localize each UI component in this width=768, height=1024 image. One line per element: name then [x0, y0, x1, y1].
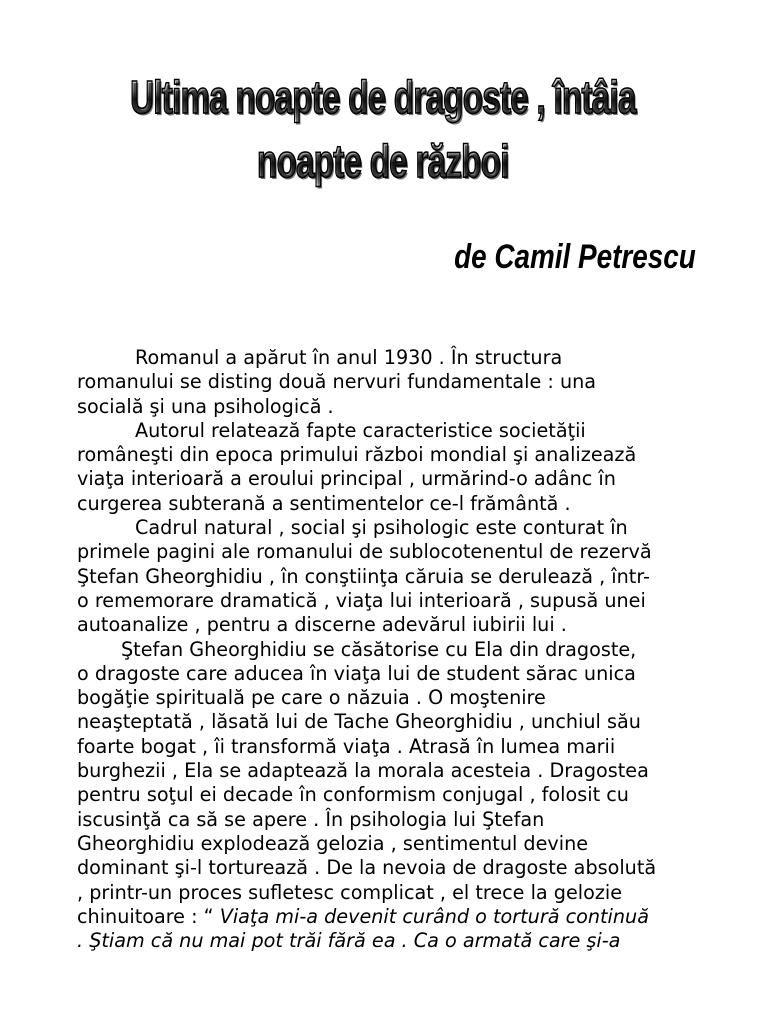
- paragraph-line: o dragoste care aducea în viaţa lui de student sărac unica: [77, 661, 636, 685]
- quote-text: Viaţa mi-a devenit curând o tortură continuă: [219, 904, 649, 928]
- paragraph-line: curgerea subterană a sentimentelor ce-l frământă .: [77, 491, 571, 515]
- document-title-line-1: Ultima noapte de dragoste , întâia: [106, 74, 659, 120]
- paragraph-line: iscusinţă ca să se apere . În psihologia lui Ştefan: [77, 807, 545, 831]
- paragraph-line: Ştefan Gheorghidiu se căsătorise cu Ela din dragoste,: [121, 637, 637, 661]
- paragraph-line: Gheorghidiu explodează gelozia , sentimentul devine: [77, 831, 589, 855]
- document-title-line-2: noapte de război: [106, 138, 659, 184]
- paragraph-line: pentru soţul ei decade în conformism conjugal , folosit cu: [77, 783, 629, 807]
- paragraph-line: Cadrul natural , social şi psihologic este conturat în: [135, 516, 628, 540]
- quote-intro-text: chinuitoare : “: [77, 904, 220, 928]
- paragraph-line: [77, 905, 701, 929]
- paragraph-line: o rememorare dramatică , viaţa lui interioară , supusă unei: [77, 588, 646, 612]
- paragraph-line: neaşteptată , lăsată lui de Tache Gheorghidiu , unchiul său: [77, 710, 641, 734]
- paragraph-line: Ştefan Gheorghidiu , în conştiinţa căruia se derulează , într-: [77, 564, 650, 588]
- paragraph-line: socială şi una psihologică .: [77, 394, 334, 418]
- paragraph-line: viaţa interioară a eroului principal , urmărind-o adânc în: [77, 467, 616, 491]
- paragraph-line: bogăţie spirituală pe care o năzuia . O moştenire: [77, 686, 546, 710]
- paragraph-line: burghezii , Ela se adaptează la morala acesteia . Dragostea: [77, 759, 649, 783]
- quote-text-continued: . Ştiam că nu mai pot trăi fără ea . Ca o armată care şi-a: [77, 929, 621, 953]
- paragraph-line: autoanalize , pentru a discerne adevărul iubirii lui .: [77, 613, 567, 637]
- paragraph-line: , printr-un proces sufletesc complicat , el trece la gelozie: [77, 880, 623, 904]
- paragraph-line: Romanul a apărut în anul 1930 . În structura: [135, 346, 563, 369]
- paragraph-line: româneşti din epoca primului război mondial şi analizează: [77, 443, 637, 467]
- paragraph-line: Autorul relatează fapte caracteristice societăţii: [135, 418, 586, 442]
- paragraph-line: dominant şi-l torturează . De la nevoia de dragoste absolută: [77, 856, 657, 880]
- paragraph-line: foarte bogat , îi transformă viaţa . Atrasă în lumea marii: [77, 734, 616, 758]
- author-byline: de Camil Petrescu: [454, 238, 696, 276]
- paragraph-line: primele pagini ale romanului de sublocotenentul de rezervă: [77, 540, 652, 564]
- body-text: [77, 346, 701, 953]
- paragraph-line: romanului se disting două nervuri fundamentale : una: [77, 370, 597, 394]
